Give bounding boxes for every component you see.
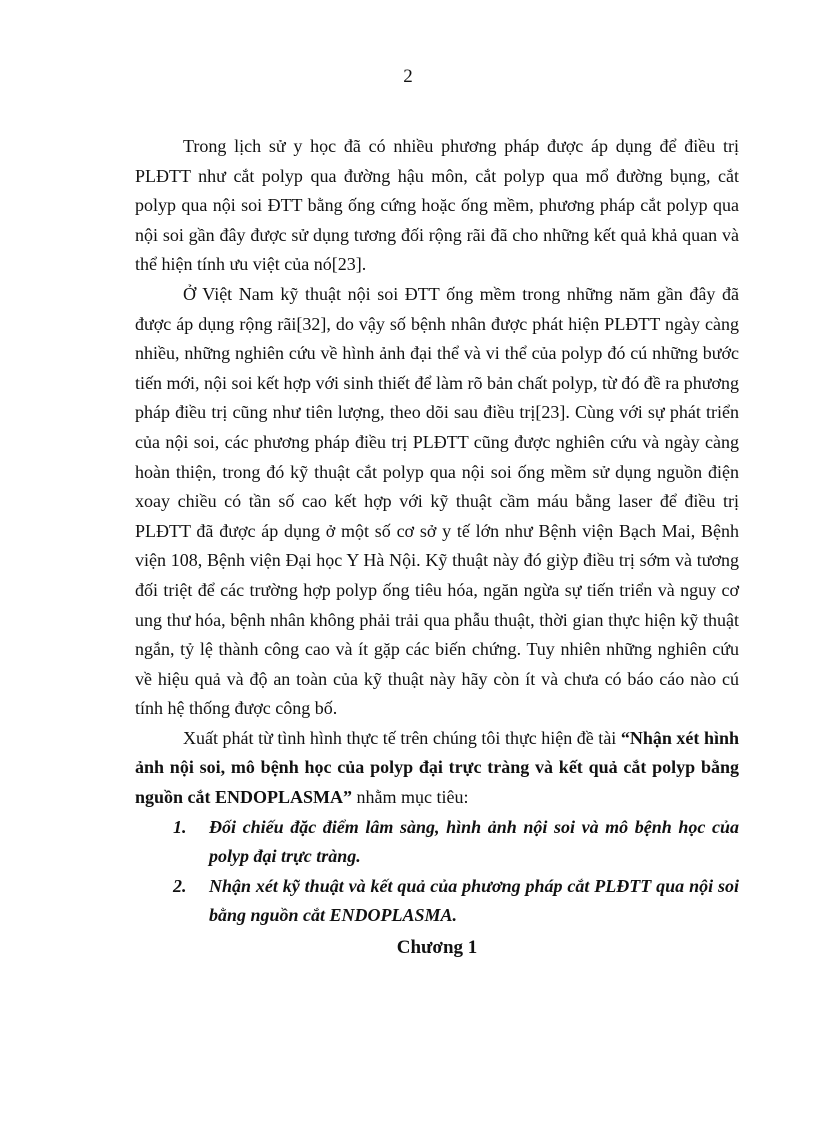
- page-number: 2: [403, 66, 413, 87]
- purpose-intro: Xuất phát từ tình hình thực tế trên chúng tôi thực hiện đề tài: [183, 727, 621, 748]
- document-body: [135, 132, 739, 963]
- paragraph-vietnam-endoscopy: Ở Việt Nam kỹ thuật nội soi ĐTT ống mềm trong những năm gần đây đã được áp dụng rộng rãi[32], do vậy số bệnh nhân được phát hiện PLĐTT ngày càng nhiều, những nghiên cứu về hình ảnh đại thể và vi thể của polyp đó cú những bước tiến mới, nội soi kết hợp với sinh thiết để làm rõ bản chất polyp, từ đó đề ra phương pháp điều trị cũng như tiên lượng, theo dõi sau điều trị[23]. Cùng với sự phát triển của nội soi, các phương pháp điều trị PLĐTT cũng được nghiên cứu và ngày càng hoàn thiện, trong đó kỹ thuật cắt polyp qua nội soi ống mềm sử dụng nguồn điện xoay chiều có tần số cao kết hợp với kỹ thuật cầm máu bằng laser để điều trị PLĐTT đã được áp dụng ở một số cơ sở y tế lớn như Bệnh viện Bạch Mai, Bệnh viện 108, Bệnh viện Đại học Y Hà Nội. Kỹ thuật này đó giỳp điều trị sớm và tương đối triệt để các trường hợp polyp ống tiêu hóa, ngăn ngừa sự tiến triển và nguy cơ ung thư hóa, bệnh nhân không phải trải qua phẫu thuật, thời gian thực hiện kỹ thuật ngắn, tỷ lệ thành công cao và ít gặp các biến chứng. Tuy nhiên những nghiên cứu về hiệu quả và độ an toàn của kỹ thuật này hãy còn ít và chưa có báo cáo nào cú tính hệ thống được công bố.: [135, 283, 739, 719]
- purpose-outro: nhằm mục tiêu:: [352, 787, 469, 808]
- objective-number: 1.: [173, 816, 187, 837]
- paragraph-study-purpose: [135, 724, 739, 813]
- chapter-heading: Chương 1: [396, 937, 478, 959]
- objective-item: [135, 813, 739, 872]
- objective-text: Nhận xét kỹ thuật và kết quả của phương pháp cắt PLĐTT qua nội soi bằng nguồn cắt ENDOPLASMA.: [209, 875, 739, 926]
- study-title: “Nhận xét hình ảnh nội soi, mô bệnh học của polyp đại trực tràng và kết quả cắt polyp bằng nguồn cắt ENDOPLASMA”: [135, 727, 739, 808]
- objectives-list: [135, 813, 739, 931]
- objective-text: Đối chiếu đặc điểm lâm sàng, hình ảnh nội soi và mô bệnh học của polyp đại trực tràng.: [209, 816, 739, 867]
- objective-item: [135, 872, 739, 931]
- objective-number: 2.: [173, 875, 187, 896]
- paragraph-treatment-history: Trong lịch sử y học đã có nhiều phương pháp được áp dụng để điều trị PLĐTT như cắt polyp qua đường hậu môn, cắt polyp qua mổ đường bụng, cắt polyp qua nội soi ĐTT bằng ống cứng hoặc ống mềm, phương pháp cắt polyp qua nội soi gần đây được sử dụng tương đối rộng rãi đã cho những kết quả khả quan và thể hiện tính ưu việt của nó[23].: [135, 136, 739, 275]
